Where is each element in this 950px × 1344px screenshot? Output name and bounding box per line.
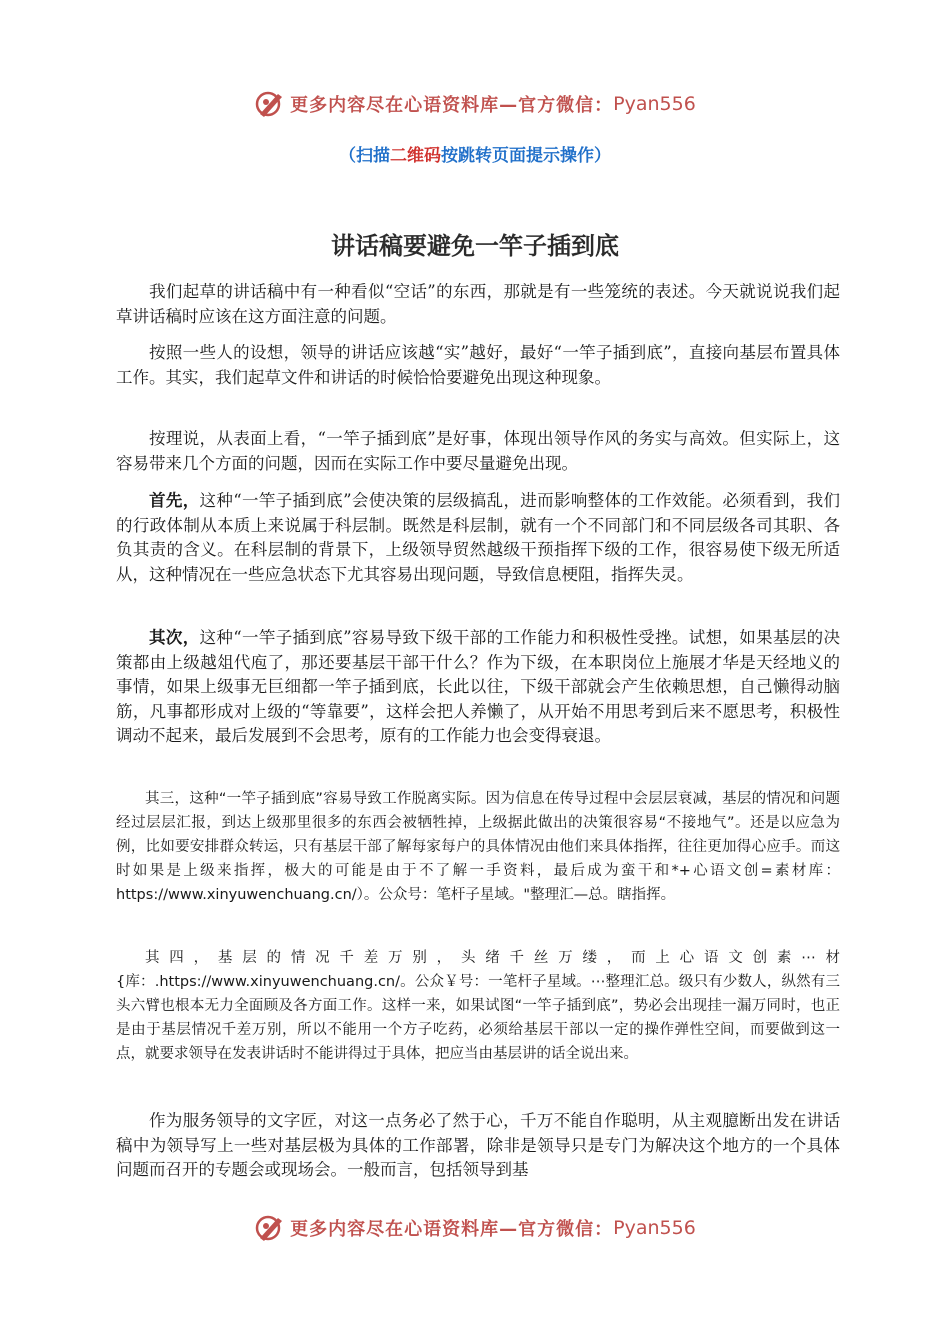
scan-instruction [0, 141, 950, 166]
paragraph: 其次，这种“一竿子插到底”容易导致下级干部的工作能力和积极性受挫。试想，如果基层的决策都由上级越俎代庖了，那还要基层干部干什么？作为下级，在本职岗位上施展才华是天经地义的事情，如果上级事无巨细都一竿子插到底，长此以往，下级干部就会产生依赖思想，自己懒得动脑筋，凡事都形成对上级的“等靠要”，这样会把人养懒了，从开始不用思考到后来不愿思考，积极性调动不起来，最后发展到不会思考，原有的工作能力也会变得衰退。 [116, 628, 841, 745]
scan-suffix: 按跳转页面提示操作） [441, 146, 611, 166]
header-banner [0, 88, 950, 120]
paragraph-lead: 首先， [149, 491, 200, 510]
paragraph: 其四，基层的情况千差万别，头绪千丝万缕，而上心语文创素⋯材{库：.https://www.xinyuwenchuang.cn/。公众￥号：一笔杆子星域。⋯整理汇总。级只有少数人，纵然有三头六臂也根本无力全面顾及各方面工作。这样一来，如果试图“一竿子插到底”，势必会出现挂一漏万同时，也正是由于基层情况千差万别，所以不能用一个方子吃药，必须给基层干部以一定的操作弹性空间，而要做到这一点，就要求领导在发表讲话时不能讲得过于具体，把应当由基层讲的话全说出来。 [116, 950, 840, 1062]
wechat-id: Pyan556 [613, 93, 696, 115]
wechat-id: Pyan556 [613, 1217, 696, 1239]
scan-prefix: （扫描 [339, 146, 390, 166]
footer-banner [0, 1212, 950, 1244]
paragraph-lead: 其次， [149, 628, 200, 647]
paragraph: 按照一些人的设想，领导的讲话应该越“实”越好，最好“一竿子插到底”，直接向基层布置具体工作。其实，我们起草文件和讲话的时候恰恰要避免出现这种现象。 [116, 343, 840, 387]
banner-text: 更多内容尽在心语资料库—官方微信： [290, 95, 614, 116]
paragraph: 首先，这种“一竿子插到底”会使决策的层级搞乱，进而影响整体的工作效能。必须看到，我们的行政体制从本质上来说属于科层制。既然是科层制，就有一个不同部门和不同层级各司其职、各负其责的含义。在科层制的背景下，上级领导贸然越级干预指挥下级的工作，很容易使下级无所适从，这种情况在一些应急状态下尤其容易出现问题，导致信息梗阻，指挥失灵。 [116, 491, 841, 584]
banner-text: 更多内容尽在心语资料库—官方微信： [290, 1219, 614, 1240]
paragraph: 作为服务领导的文字匠，对这一点务必了然于心，千万不能自作聪明，从主观臆断出发在讲话稿中为领导写上一些对基层极为具体的工作部署，除非是领导只是专门为解决这个地方的一个具体问题而召开的专题会或现场会。一般而言，包括领导到基 [116, 1111, 840, 1179]
scan-qr-highlight: 二维码 [390, 146, 441, 166]
pen-logo-icon [254, 1212, 286, 1244]
pen-logo-icon [254, 88, 286, 120]
paragraph: 我们起草的讲话稿中有一种看似“空话”的东西，那就是有一些笼统的表述。今天就说说我们起草讲话稿时应该在这方面注意的问题。 [116, 282, 840, 326]
paragraph: 按理说，从表面上看，“一竿子插到底”是好事，体现出领导作风的务实与高效。但实际上，这容易带来几个方面的问题，因而在实际工作中要尽量避免出现。 [116, 429, 840, 473]
paragraph: 其三，这种“一竿子插到底”容易导致工作脱离实际。因为信息在传导过程中会层层衰减，基层的情况和问题经过层层汇报，到达上级那里很多的东西会被牺牲掉，上级据此做出的决策很容易“不接地气”。还是以应急为例，比如要安排群众转运，只有基层干部了解每家每户的具体情况由他们来具体指挥，往往更加得心应手。而这时如果是上级来指挥，极大的可能是由于不了解一手资料，最后成为蛮干和*+心语文创=素材库：https://www.xinyuwenchuang.cn/）。公众号：笔杆子星域。"整理汇—总。瞎指挥。 [116, 791, 840, 903]
page-title: 讲话稿要避免一竿子插到底 [331, 232, 619, 260]
